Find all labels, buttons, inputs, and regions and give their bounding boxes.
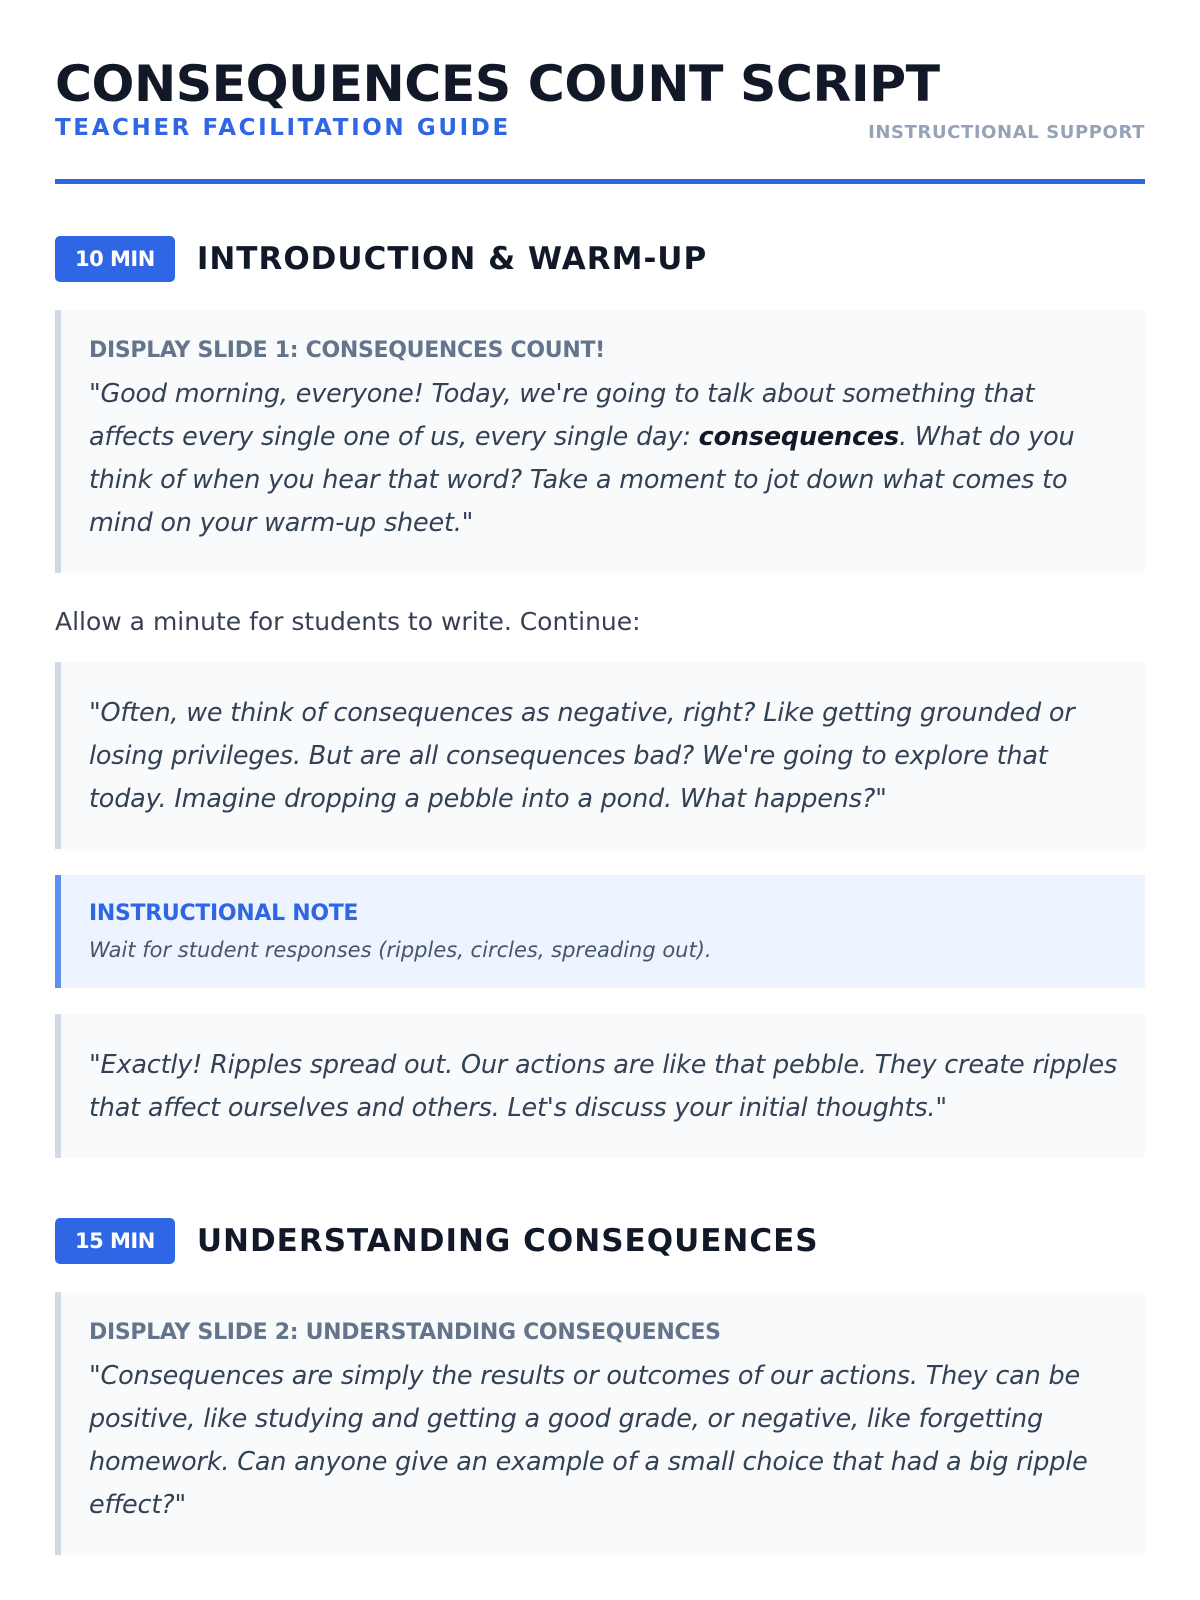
section-heading xyxy=(55,1218,1145,1264)
script-block xyxy=(55,310,1145,573)
note-text: Wait for student responses (ripples, circles, spreading out). xyxy=(89,938,712,962)
document-subtitle: TEACHER FACILITATION GUIDE xyxy=(55,115,511,141)
script-block xyxy=(55,1014,1145,1158)
document-title: CONSEQUENCES COUNT SCRIPT xyxy=(55,55,940,113)
section-heading xyxy=(55,236,1145,282)
duration-badge: 15 MIN xyxy=(55,1218,175,1264)
instruction-text: Allow a minute for students to write. Continue: xyxy=(55,607,641,636)
teacher-quote: "Consequences are simply the results or outcomes of our actions. They can be positive, like studying and getting a good grade, or negative, like forgetting homework. Can anyone give an example of a small choice that had a big ripple effect?" xyxy=(89,1361,1088,1520)
section-title: INTRODUCTION & WARM-UP xyxy=(196,241,708,277)
quote-emphasis: consequences xyxy=(698,422,899,452)
document-header xyxy=(55,0,1145,184)
quote-text: . What do you think of when you hear that word? Take a moment to jot down what comes to mind on your warm-up sheet." xyxy=(89,422,1075,538)
note-label: INSTRUCTIONAL NOTE xyxy=(89,901,359,926)
section-title: UNDERSTANDING CONSEQUENCES xyxy=(196,1223,819,1259)
teacher-quote xyxy=(89,373,1119,545)
instructional-support-tag: INSTRUCTIONAL SUPPORT xyxy=(868,122,1145,143)
slide-label: DISPLAY SLIDE 1: CONSEQUENCES COUNT! xyxy=(89,338,605,363)
teacher-quote: "Exactly! Ripples spread out. Our actions are like that pebble. They create ripples that affect ourselves and others. Let's discuss your initial thoughts." xyxy=(89,1050,1118,1123)
script-block xyxy=(55,662,1145,849)
quote-text: "Good morning, everyone! Today, we're going to talk about something that affects every single one of us, every single day: xyxy=(89,379,1035,452)
script-block xyxy=(55,1292,1145,1555)
section-introduction xyxy=(55,236,1145,1158)
instructional-note xyxy=(55,875,1145,988)
section-understanding-consequences xyxy=(55,1218,1145,1555)
duration-badge: 10 MIN xyxy=(55,236,175,282)
teacher-quote: "Often, we think of consequences as negative, right? Like getting grounded or losing privileges. But are all consequences bad? We're going to explore that today. Imagine dropping a pebble into a pond. What happens?" xyxy=(89,698,1075,814)
slide-label: DISPLAY SLIDE 2: UNDERSTANDING CONSEQUENCES xyxy=(89,1320,721,1345)
